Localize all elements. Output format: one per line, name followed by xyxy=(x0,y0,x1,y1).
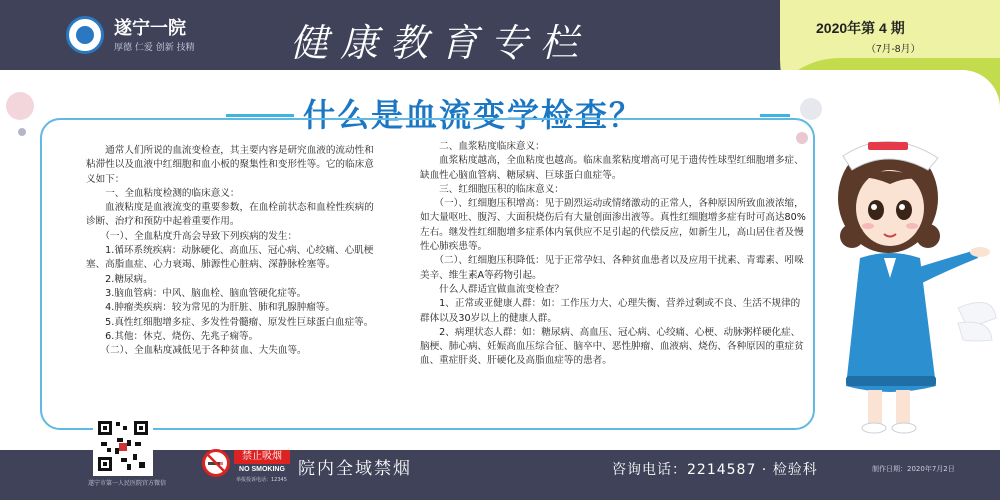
page-title: 什么是血流变学检查？ xyxy=(303,96,644,134)
consult-phone: 咨询电话：2214587 · 检验科 xyxy=(612,462,818,478)
banner-title: 健康教育专栏 xyxy=(290,21,591,65)
no-smoking-policy: 院内全域禁烟 xyxy=(298,459,412,479)
decor-dot xyxy=(6,92,34,120)
paragraph: 3.脑血管病：中风、脑血栓、脑血管硬化症等。 xyxy=(86,287,307,299)
paragraph: 1、正常或亚健康人群：如：工作压力大、心理失衡、营养过剩或不良、生活不规律的群体以及30岁以上的健康人群。 xyxy=(420,298,801,324)
paragraph: 一、全血粘度检测的临床意义： xyxy=(86,187,240,199)
qr-label: 遂宁市第一人民医院官方微信 xyxy=(88,480,167,487)
paragraph: （一）、全血粘度升高会导致下列疾病的发生： xyxy=(86,230,298,242)
left-column xyxy=(86,144,376,358)
issue-number: 2020年第 4 期 xyxy=(816,20,905,36)
paragraph: 2、病理状态人群：如：糖尿病、高血压、冠心病、心绞痛、心梗、动脉粥样硬化症、脑梗、肺心病、妊娠高血压综合征、脑卒中、恶性肿瘤、血液病、烧伤、各种原因的重症贫血、重症肝炎、肝硬化及高脂血症等的患者。 xyxy=(420,326,804,367)
paragraph: 通常人们所说的血流变检查，其主要内容是研究血液的流动性和粘滞性以及血液中红细胞和血小板的聚集性和变形性等。它的临床意义如下： xyxy=(86,145,374,185)
paragraph: （二）、红细胞压积降低：见于正常孕妇、各种贫血患者以及应用干扰素、青霉素、吲哚美辛、维生素A等药物引起。 xyxy=(420,255,804,281)
decor-dot xyxy=(800,98,822,120)
nurse-illustration xyxy=(808,118,998,438)
paragraph: 二、血浆粘度临床意义： xyxy=(420,141,545,152)
no-smoking-hotline: 举报投诉电话：12345 xyxy=(236,477,287,483)
paragraph: 6.其他：休克、烧伤、先兆子痫等。 xyxy=(86,330,259,342)
paragraph: 血浆粘度越高，全血粘度也越高。临床血浆粘度增高可见于遗传性球型红细胞增多症、缺血性心脑血管病、糖尿病、巨球蛋白血症等。 xyxy=(420,155,804,181)
paragraph: 什么人群适宜做血流变检查？ xyxy=(420,283,564,295)
issue-months: （7月-8月） xyxy=(866,44,921,55)
hospital-name: 遂宁一院 xyxy=(114,18,186,39)
hospital-logo-inner xyxy=(76,26,94,44)
no-smoking-english: NO SMOKING xyxy=(239,466,285,473)
paragraph: 2.糖尿病。 xyxy=(86,273,153,285)
no-smoking-icon xyxy=(202,449,230,477)
production-date: 制作日期：2020年7月2日 xyxy=(872,465,955,473)
right-column xyxy=(420,140,808,369)
no-smoking-label: 禁止吸烟 xyxy=(234,450,290,464)
title-line-left xyxy=(226,114,294,117)
paragraph: 4.肿瘤类疾病：较为常见的为肝脏、肺和乳腺肿瘤等。 xyxy=(86,302,335,314)
decor-dot xyxy=(18,128,26,136)
qr-code-icon[interactable] xyxy=(93,416,153,476)
paragraph: 三、红细胞压积的临床意义： xyxy=(420,183,564,195)
paragraph: 1.循环系统疾病：动脉硬化、高血压、冠心病、心绞痛、心肌梗塞、高脂血症、心力衰竭、肺源性心脏病、深静脉栓塞等。 xyxy=(86,245,374,271)
paragraph: 5.真性红细胞增多症、多发性骨髓瘤、原发性巨球蛋白血症等。 xyxy=(86,316,374,328)
paragraph: （二）、全血粘度减低见于各种贫血、大失血等。 xyxy=(86,345,307,357)
paragraph: （一）、红细胞压积增高：见于剧烈运动或情绪激动的正常人，各种原因所致血液浓缩，如大量呕吐、腹泻、大面积烧伤后有大量创面渗出液等。真性红细胞增多症有时可高达80%左右。继发性红细胞增多症系体内氧供应不足引起的代偿反应，如新生儿，高山居住者及慢性心肺疾患等。 xyxy=(420,198,806,253)
title-line-right xyxy=(760,114,790,117)
paragraph: 血液粘度是血液流变的重要参数，在血栓前状态和血栓性疾病的诊断、治疗和预防中起着重要作用。 xyxy=(86,202,374,228)
hospital-motto: 厚德 仁爱 创新 技精 xyxy=(114,43,195,53)
